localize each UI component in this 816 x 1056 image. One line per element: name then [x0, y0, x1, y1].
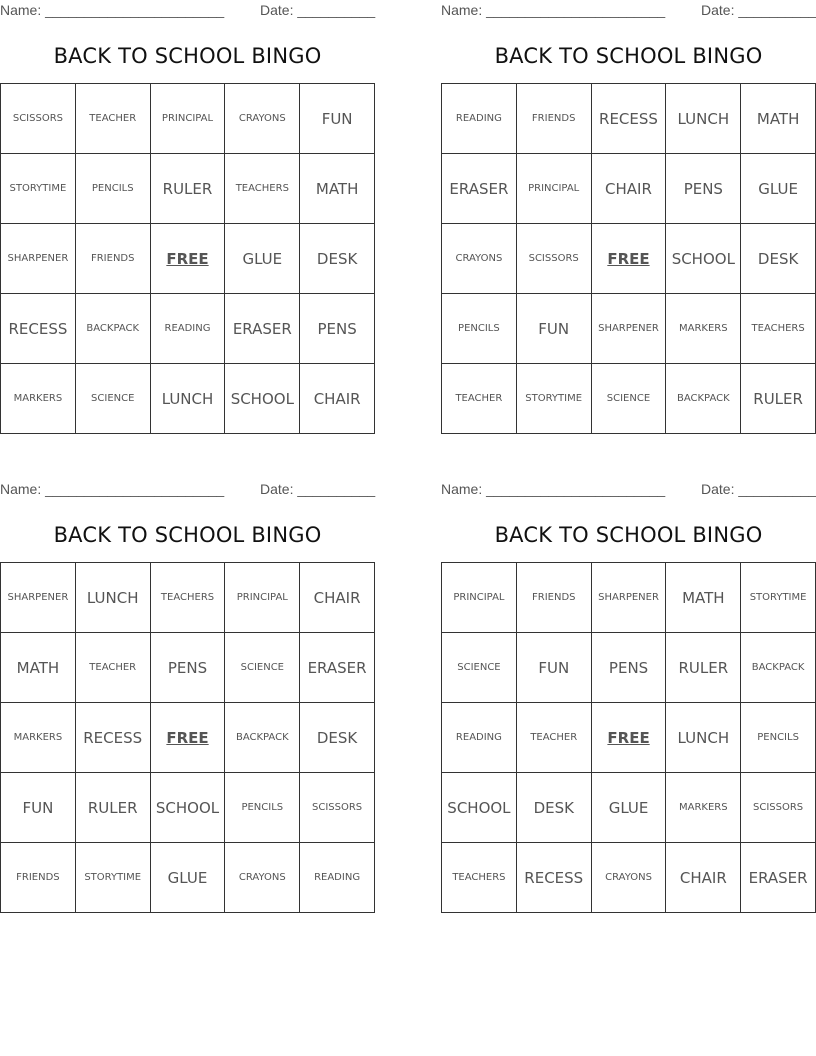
grid-row	[442, 773, 816, 843]
bingo-cell: DESK	[516, 773, 591, 843]
bingo-cell: ERASER	[442, 154, 517, 224]
bingo-cell: DESK	[300, 703, 375, 773]
bingo-cell: TEACHER	[516, 703, 591, 773]
card-title: BACK TO SCHOOL BINGO	[53, 44, 322, 68]
grid-row	[442, 224, 816, 294]
bingo-cell: TEACHER	[75, 84, 150, 154]
bingo-cell: GLUE	[591, 773, 666, 843]
bingo-cell: READING	[442, 84, 517, 154]
bingo-cell: FUN	[516, 294, 591, 364]
date-blank: __________	[738, 481, 816, 497]
bingo-cell: PENS	[300, 294, 375, 364]
bingo-cell: RECESS	[75, 703, 150, 773]
bingo-cell: RECESS	[516, 843, 591, 913]
bingo-grid	[441, 83, 816, 434]
grid-row	[442, 294, 816, 364]
name-label: Name:	[0, 2, 42, 18]
free-cell: FREE	[150, 703, 225, 773]
bingo-cell: CHAIR	[666, 843, 741, 913]
bingo-cell: PRINCIPAL	[225, 563, 300, 633]
bingo-cell: MARKERS	[666, 294, 741, 364]
bingo-cell: MATH	[300, 154, 375, 224]
bingo-cell: LUNCH	[666, 703, 741, 773]
grid-row	[1, 364, 375, 434]
grid-row	[1, 563, 375, 633]
bingo-grid	[0, 83, 375, 434]
bingo-cell: CHAIR	[300, 563, 375, 633]
bingo-cell: FRIENDS	[516, 563, 591, 633]
bingo-cell: DESK	[300, 224, 375, 294]
bingo-cell: FRIENDS	[1, 843, 76, 913]
free-cell: FREE	[150, 224, 225, 294]
bingo-cell: MATH	[741, 84, 816, 154]
bingo-cell: MATH	[1, 633, 76, 703]
bingo-cell: SCISSORS	[516, 224, 591, 294]
date-label: Date:	[701, 481, 735, 497]
bingo-cell: CRAYONS	[225, 843, 300, 913]
grid-row	[442, 154, 816, 224]
grid-row	[1, 294, 375, 364]
date-label: Date:	[701, 2, 735, 18]
name-blank: _______________________	[486, 481, 666, 497]
bingo-cell: CHAIR	[591, 154, 666, 224]
bingo-cell: LUNCH	[150, 364, 225, 434]
name-label: Name:	[441, 2, 483, 18]
bingo-cell: BACKPACK	[75, 294, 150, 364]
name-label: Name:	[441, 481, 483, 497]
bingo-cell: TEACHERS	[741, 294, 816, 364]
bingo-cell: BACKPACK	[225, 703, 300, 773]
name-line	[441, 481, 665, 497]
grid-row	[442, 563, 816, 633]
name-blank: _______________________	[45, 481, 225, 497]
bingo-cell: TEACHER	[75, 633, 150, 703]
bingo-cell: PENS	[666, 154, 741, 224]
bingo-cell: TEACHERS	[150, 563, 225, 633]
bingo-cell: CRAYONS	[225, 84, 300, 154]
bingo-cell: TEACHERS	[442, 843, 517, 913]
bingo-cell: BACKPACK	[741, 633, 816, 703]
bingo-cell: ERASER	[300, 633, 375, 703]
bingo-cell: ERASER	[741, 843, 816, 913]
bingo-grid	[441, 562, 816, 913]
name-blank: _______________________	[486, 2, 666, 18]
grid-row	[1, 633, 375, 703]
date-line	[701, 481, 816, 497]
bingo-cell: PRINCIPAL	[516, 154, 591, 224]
bingo-grid	[0, 562, 375, 913]
bingo-cell: SHARPENER	[1, 224, 76, 294]
card-title: BACK TO SCHOOL BINGO	[53, 523, 322, 547]
date-label: Date:	[260, 481, 294, 497]
bingo-cell: PENCILS	[75, 154, 150, 224]
bingo-cell: SCHOOL	[225, 364, 300, 434]
name-line	[0, 2, 224, 18]
name-blank: _______________________	[45, 2, 225, 18]
bingo-cell: LUNCH	[75, 563, 150, 633]
grid-row	[1, 84, 375, 154]
bingo-cell: PENCILS	[741, 703, 816, 773]
bingo-cell: LUNCH	[666, 84, 741, 154]
bingo-cell: RECESS	[591, 84, 666, 154]
bingo-cell: RECESS	[1, 294, 76, 364]
bingo-cell: PRINCIPAL	[442, 563, 517, 633]
bingo-cell: FUN	[1, 773, 76, 843]
bingo-cell: PENS	[591, 633, 666, 703]
bingo-cell: SCIENCE	[225, 633, 300, 703]
date-line	[260, 481, 375, 497]
bingo-cell: SCISSORS	[1, 84, 76, 154]
bingo-cell: SCIENCE	[75, 364, 150, 434]
date-label: Date:	[260, 2, 294, 18]
bingo-cell: DESK	[741, 224, 816, 294]
bingo-cell: PENCILS	[225, 773, 300, 843]
bingo-cell: STORYTIME	[75, 843, 150, 913]
grid-row	[442, 364, 816, 434]
bingo-cell: SHARPENER	[1, 563, 76, 633]
grid-row	[1, 703, 375, 773]
bingo-cell: SCIENCE	[591, 364, 666, 434]
bingo-cell: SHARPENER	[591, 294, 666, 364]
bingo-cell: RULER	[666, 633, 741, 703]
bingo-cell: SCHOOL	[666, 224, 741, 294]
grid-row	[1, 843, 375, 913]
bingo-cell: FUN	[300, 84, 375, 154]
bingo-cell: FRIENDS	[75, 224, 150, 294]
bingo-cell: SCISSORS	[300, 773, 375, 843]
grid-row	[442, 84, 816, 154]
bingo-cell: MATH	[666, 563, 741, 633]
bingo-cell: SCHOOL	[442, 773, 517, 843]
bingo-cell: CRAYONS	[442, 224, 517, 294]
bingo-cell: TEACHERS	[225, 154, 300, 224]
bingo-cell: FUN	[516, 633, 591, 703]
bingo-cell: GLUE	[225, 224, 300, 294]
date-blank: __________	[297, 481, 376, 497]
bingo-cell: CHAIR	[300, 364, 375, 434]
bingo-cell: READING	[442, 703, 517, 773]
grid-row	[1, 154, 375, 224]
date-blank: __________	[297, 2, 376, 18]
bingo-cell: GLUE	[741, 154, 816, 224]
name-line	[0, 481, 224, 497]
bingo-cell: ERASER	[225, 294, 300, 364]
bingo-cell: FRIENDS	[516, 84, 591, 154]
bingo-cell: SCISSORS	[741, 773, 816, 843]
date-line	[701, 2, 816, 18]
bingo-cell: RULER	[741, 364, 816, 434]
bingo-cell: STORYTIME	[516, 364, 591, 434]
bingo-cell: GLUE	[150, 843, 225, 913]
name-line	[441, 2, 665, 18]
bingo-cell: SCHOOL	[150, 773, 225, 843]
bingo-cell: TEACHER	[442, 364, 517, 434]
bingo-cell: RULER	[75, 773, 150, 843]
bingo-cell: MARKERS	[1, 364, 76, 434]
bingo-cell: PRINCIPAL	[150, 84, 225, 154]
bingo-cell: MARKERS	[666, 773, 741, 843]
date-blank: __________	[738, 2, 816, 18]
card-title: BACK TO SCHOOL BINGO	[494, 523, 763, 547]
date-line	[260, 2, 375, 18]
bingo-cell: BACKPACK	[666, 364, 741, 434]
grid-row	[442, 843, 816, 913]
free-cell: FREE	[591, 224, 666, 294]
bingo-cell: RULER	[150, 154, 225, 224]
bingo-cell: STORYTIME	[741, 563, 816, 633]
grid-row	[442, 703, 816, 773]
bingo-cell: MARKERS	[1, 703, 76, 773]
bingo-cell: CRAYONS	[591, 843, 666, 913]
name-label: Name:	[0, 481, 42, 497]
bingo-cell: SHARPENER	[591, 563, 666, 633]
bingo-cell: PENCILS	[442, 294, 517, 364]
grid-row	[442, 633, 816, 703]
grid-row	[1, 224, 375, 294]
bingo-cell: STORYTIME	[1, 154, 76, 224]
card-title: BACK TO SCHOOL BINGO	[494, 44, 763, 68]
free-cell: FREE	[591, 703, 666, 773]
bingo-cell: READING	[300, 843, 375, 913]
bingo-cell: SCIENCE	[442, 633, 517, 703]
bingo-cell: PENS	[150, 633, 225, 703]
bingo-cell: READING	[150, 294, 225, 364]
grid-row	[1, 773, 375, 843]
